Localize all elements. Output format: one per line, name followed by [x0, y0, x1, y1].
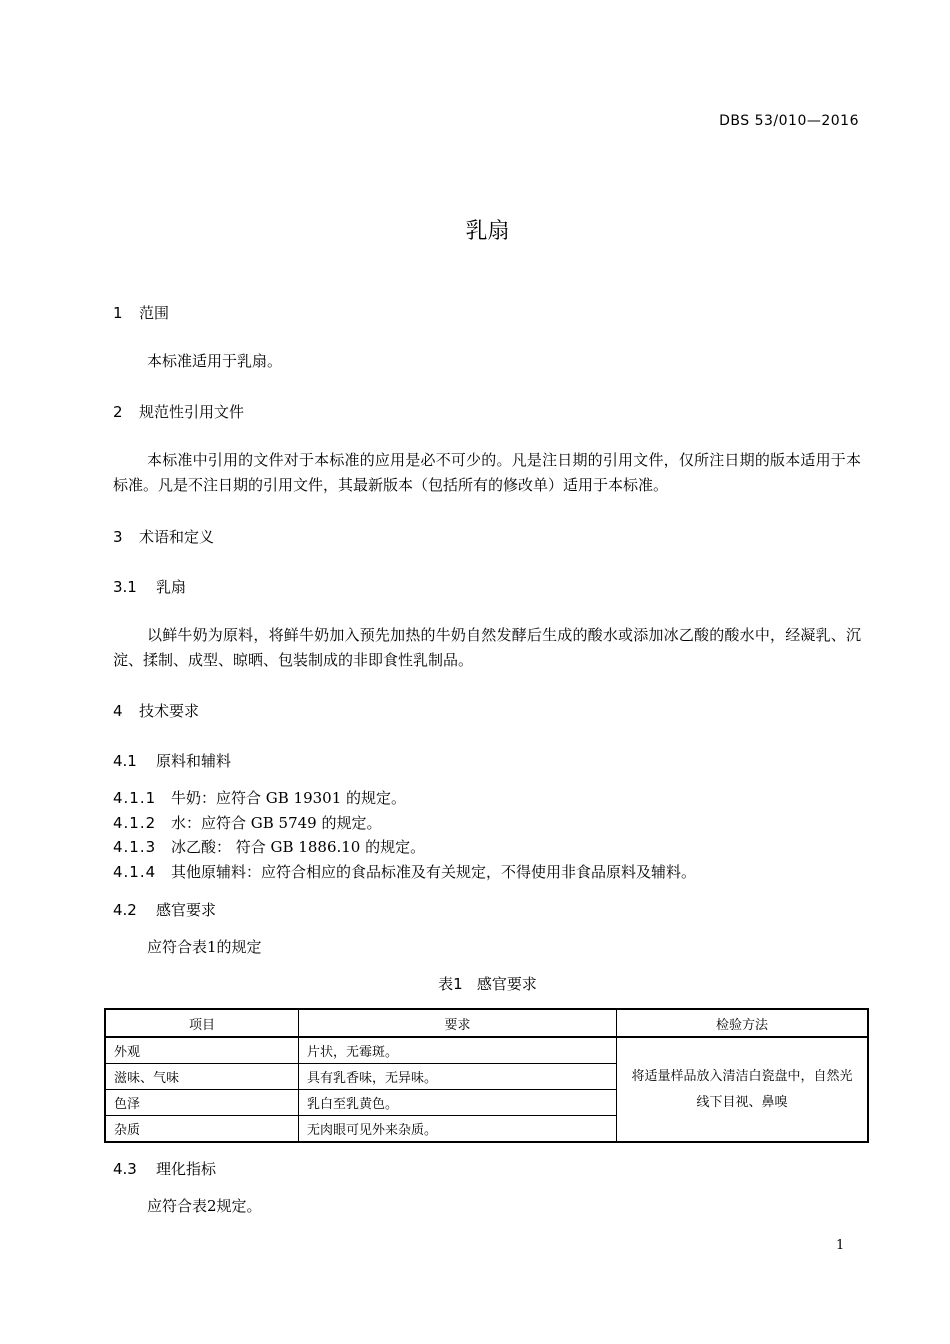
section-title: 感官要求 — [156, 901, 217, 919]
cell-item: 杂质 — [105, 1116, 299, 1143]
section-number: 4.2 — [113, 901, 137, 919]
column-header-method: 检验方法 — [617, 1009, 869, 1037]
sensory-requirements-table — [104, 1008, 869, 1143]
section-1-text: 本标准适用于乳扇。 — [147, 352, 283, 370]
clause-text: 其他原辅料：应符合相应的食品标准及有关规定，不得使用非食品原料及辅料。 — [171, 863, 697, 881]
section-title: 乳扇 — [156, 578, 187, 596]
page-number: 1 — [836, 1238, 845, 1253]
clause-number: 4.1.1 — [113, 789, 157, 807]
cell-item: 滋味、气味 — [105, 1064, 299, 1090]
section-2-heading — [113, 401, 244, 422]
standard-code: DBS 53/010—2016 — [719, 113, 859, 129]
table-row — [105, 1037, 868, 1064]
section-title: 术语和定义 — [139, 528, 215, 546]
section-number: 4.1 — [113, 752, 137, 770]
section-4-1-heading — [113, 750, 231, 771]
cell-requirement: 无肉眼可见外来杂质。 — [299, 1116, 617, 1143]
cell-method: 将适量样品放入清洁白瓷盘中，自然光线下目视、鼻嗅 — [617, 1037, 869, 1142]
section-title: 技术要求 — [139, 702, 200, 720]
table-caption-title: 感官要求 — [476, 975, 537, 993]
section-number: 4.3 — [113, 1160, 137, 1178]
column-header-item: 项目 — [105, 1009, 299, 1037]
cell-requirement: 具有乳香味，无异味。 — [299, 1064, 617, 1090]
table-caption-number: 表1 — [438, 975, 463, 993]
clause-4-1-2 — [113, 812, 381, 833]
section-4-3-text: 应符合表2规定。 — [147, 1197, 262, 1215]
section-3-heading — [113, 526, 214, 547]
clause-text: 牛奶：应符合 GB 19301 的规定。 — [171, 789, 407, 807]
clause-4-1-4 — [113, 861, 696, 882]
cell-item: 色泽 — [105, 1090, 299, 1116]
section-title: 规范性引用文件 — [139, 403, 245, 421]
section-4-2-text: 应符合表1的规定 — [147, 938, 262, 956]
section-2-text: 本标准中引用的文件对于本标准的应用是必不可少的。凡是注日期的引用文件，仅所注日期的版本适用于本标准。凡是不注日期的引用文件，其最新版本（包括所有的修改单）适用于本标准。 — [113, 451, 861, 494]
section-3-1-heading — [113, 576, 186, 597]
section-title: 范围 — [139, 304, 170, 322]
cell-requirement: 乳白至乳黄色。 — [299, 1090, 617, 1116]
clause-4-1-3 — [113, 836, 425, 857]
section-title: 原料和辅料 — [156, 752, 232, 770]
table-header-row — [105, 1009, 868, 1037]
clause-number: 4.1.2 — [113, 814, 157, 832]
section-number: 1 — [113, 304, 123, 322]
table-1-caption — [0, 973, 950, 994]
section-1-heading — [113, 302, 169, 323]
section-number: 3 — [113, 528, 123, 546]
clause-4-1-1 — [113, 787, 406, 808]
document-title: 乳扇 — [465, 219, 510, 244]
clause-text: 冰乙酸： 符合 GB 1886.10 的规定。 — [171, 838, 426, 856]
section-4-heading — [113, 700, 199, 721]
cell-item: 外观 — [105, 1037, 299, 1064]
section-number: 4 — [113, 702, 123, 720]
section-title: 理化指标 — [156, 1160, 217, 1178]
section-3-1-text: 以鲜牛奶为原料，将鲜牛奶加入预先加热的牛奶自然发酵后生成的酸水或添加冰乙酸的酸水中，经凝乳、沉淀、揉制、成型、晾晒、包装制成的非即食性乳制品。 — [113, 626, 861, 669]
section-4-2-heading — [113, 899, 216, 920]
clause-number: 4.1.4 — [113, 863, 157, 881]
column-header-requirement: 要求 — [299, 1009, 617, 1037]
section-4-3-heading — [113, 1158, 216, 1179]
clause-text: 水：应符合 GB 5749 的规定。 — [171, 814, 382, 832]
clause-number: 4.1.3 — [113, 838, 157, 856]
section-number: 2 — [113, 403, 123, 421]
section-number: 3.1 — [113, 578, 137, 596]
cell-requirement: 片状，无霉斑。 — [299, 1037, 617, 1064]
